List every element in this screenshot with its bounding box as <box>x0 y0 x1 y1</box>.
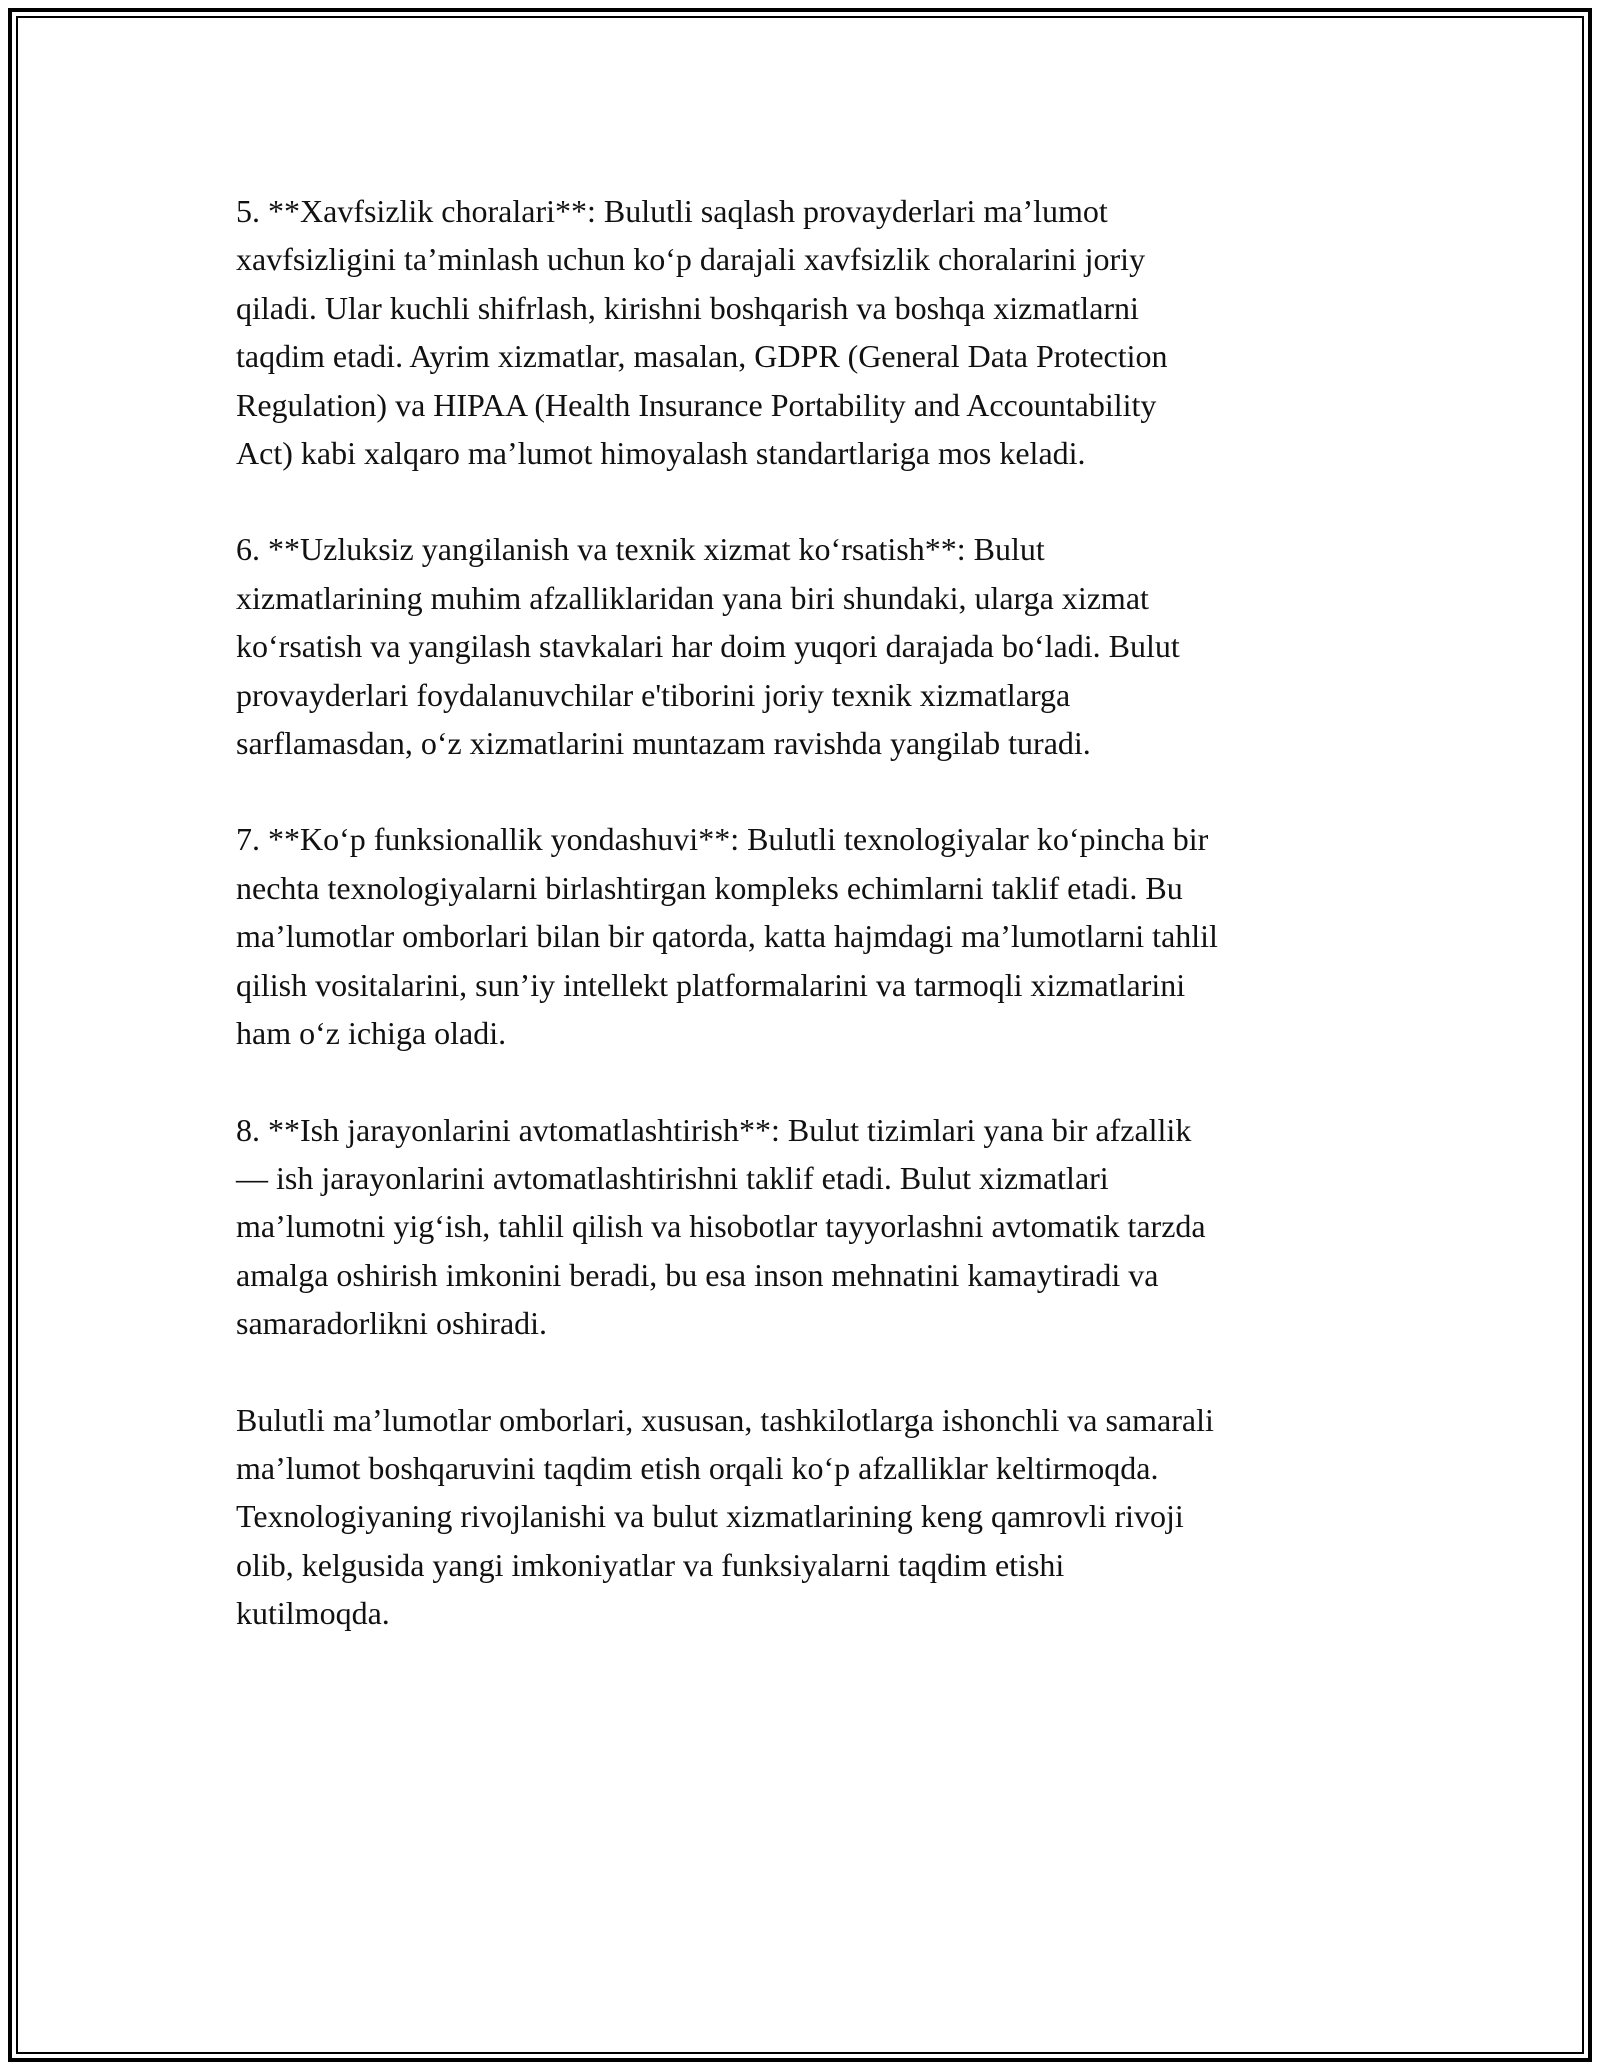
text-line: — ish jarayonlarini avtomatlashtirishni taklif etadi. Bulut xizmatlari <box>236 1159 1109 1196</box>
text-line: samaradorlikni oshiradi. <box>236 1305 548 1342</box>
document-body <box>236 187 1376 1686</box>
text-line: Texnologiyaning rivojlanishi va bulut xizmatlarining keng qamrovli rivoji <box>236 1498 1184 1535</box>
paragraph-continuous-updates <box>236 525 1376 767</box>
paragraph-security-measures <box>236 187 1376 477</box>
text-line: ham o‘z ichiga oladi. <box>236 1015 507 1052</box>
text-line: 7. **Ko‘p funksionallik yondashuvi**: Bulutli texnologiyalar ko‘pincha bir <box>236 821 1209 858</box>
text-line: 5. **Xavfsizlik choralari**: Bulutli saqlash provayderlari ma’lumot <box>236 193 1108 229</box>
text-line: ko‘rsatish va yangilash stavkalari har doim yuqori darajada bo‘ladi. Bulut <box>236 628 1180 665</box>
text-line: qilish vositalarini, sun’iy intellekt platformalarini va tarmoqli xizmatlarini <box>236 966 1186 1003</box>
paragraph-conclusion <box>236 1396 1376 1638</box>
text-line: ma’lumotlar omborlari bilan bir qatorda, katta hajmdagi ma’lumotlarni tahlil <box>236 918 1218 955</box>
text-line: 8. **Ish jarayonlarini avtomatlashtirish**: Bulut tizimlari yana bir afzallik <box>236 1111 1192 1148</box>
text-line: provayderlari foydalanuvchilar e'tiborini joriy texnik xizmatlarga <box>236 676 1071 713</box>
text-line: Act) kabi xalqaro ma’lumot himoyalash standartlariga mos keladi. <box>236 435 1086 472</box>
text-line: Bulutli ma’lumotlar omborlari, xususan, tashkilotlarga ishonchli va samarali <box>236 1401 1214 1438</box>
text-line: olib, kelgusida yangi imkoniyatlar va funksiyalarni taqdim etishi <box>236 1546 1065 1583</box>
text-line: ma’lumot boshqaruvini taqdim etish orqali ko‘p afzalliklar keltirmoqda. <box>236 1449 1159 1486</box>
text-line: qiladi. Ular kuchli shifrlash, kirishni boshqarish va boshqa xizmatlarni <box>236 289 1139 326</box>
paragraph-workflow-automation <box>236 1106 1376 1348</box>
text-line: nechta texnologiyalarni birlashtirgan kompleks echimlarni taklif etadi. Bu <box>236 869 1183 906</box>
text-line: Regulation) va HIPAA (Health Insurance Portability and Accountability <box>236 386 1157 423</box>
text-line: amalga oshirish imkonini beradi, bu esa inson mehnatini kamaytiradi va <box>236 1256 1159 1293</box>
paragraph-multifunctional-approach <box>236 815 1376 1057</box>
text-line: 6. **Uzluksiz yangilanish va texnik xizmat ko‘rsatish**: Bulut <box>236 531 1045 568</box>
text-line: sarflamasdan, o‘z xizmatlarini muntazam ravishda yangilab turadi. <box>236 725 1091 762</box>
text-line: ma’lumotni yig‘ish, tahlil qilish va hisobotlar tayyorlashni avtomatik tarzda <box>236 1208 1206 1245</box>
text-line: xizmatlarining muhim afzalliklaridan yana biri shundaki, ularga xizmat <box>236 579 1149 616</box>
text-line: taqdim etadi. Ayrim xizmatlar, masalan, GDPR (General Data Protection <box>236 338 1168 375</box>
text-line: xavfsizligini ta’minlash uchun ko‘p darajali xavfsizlik choralarini joriy <box>236 241 1146 278</box>
text-line: kutilmoqda. <box>236 1595 390 1632</box>
